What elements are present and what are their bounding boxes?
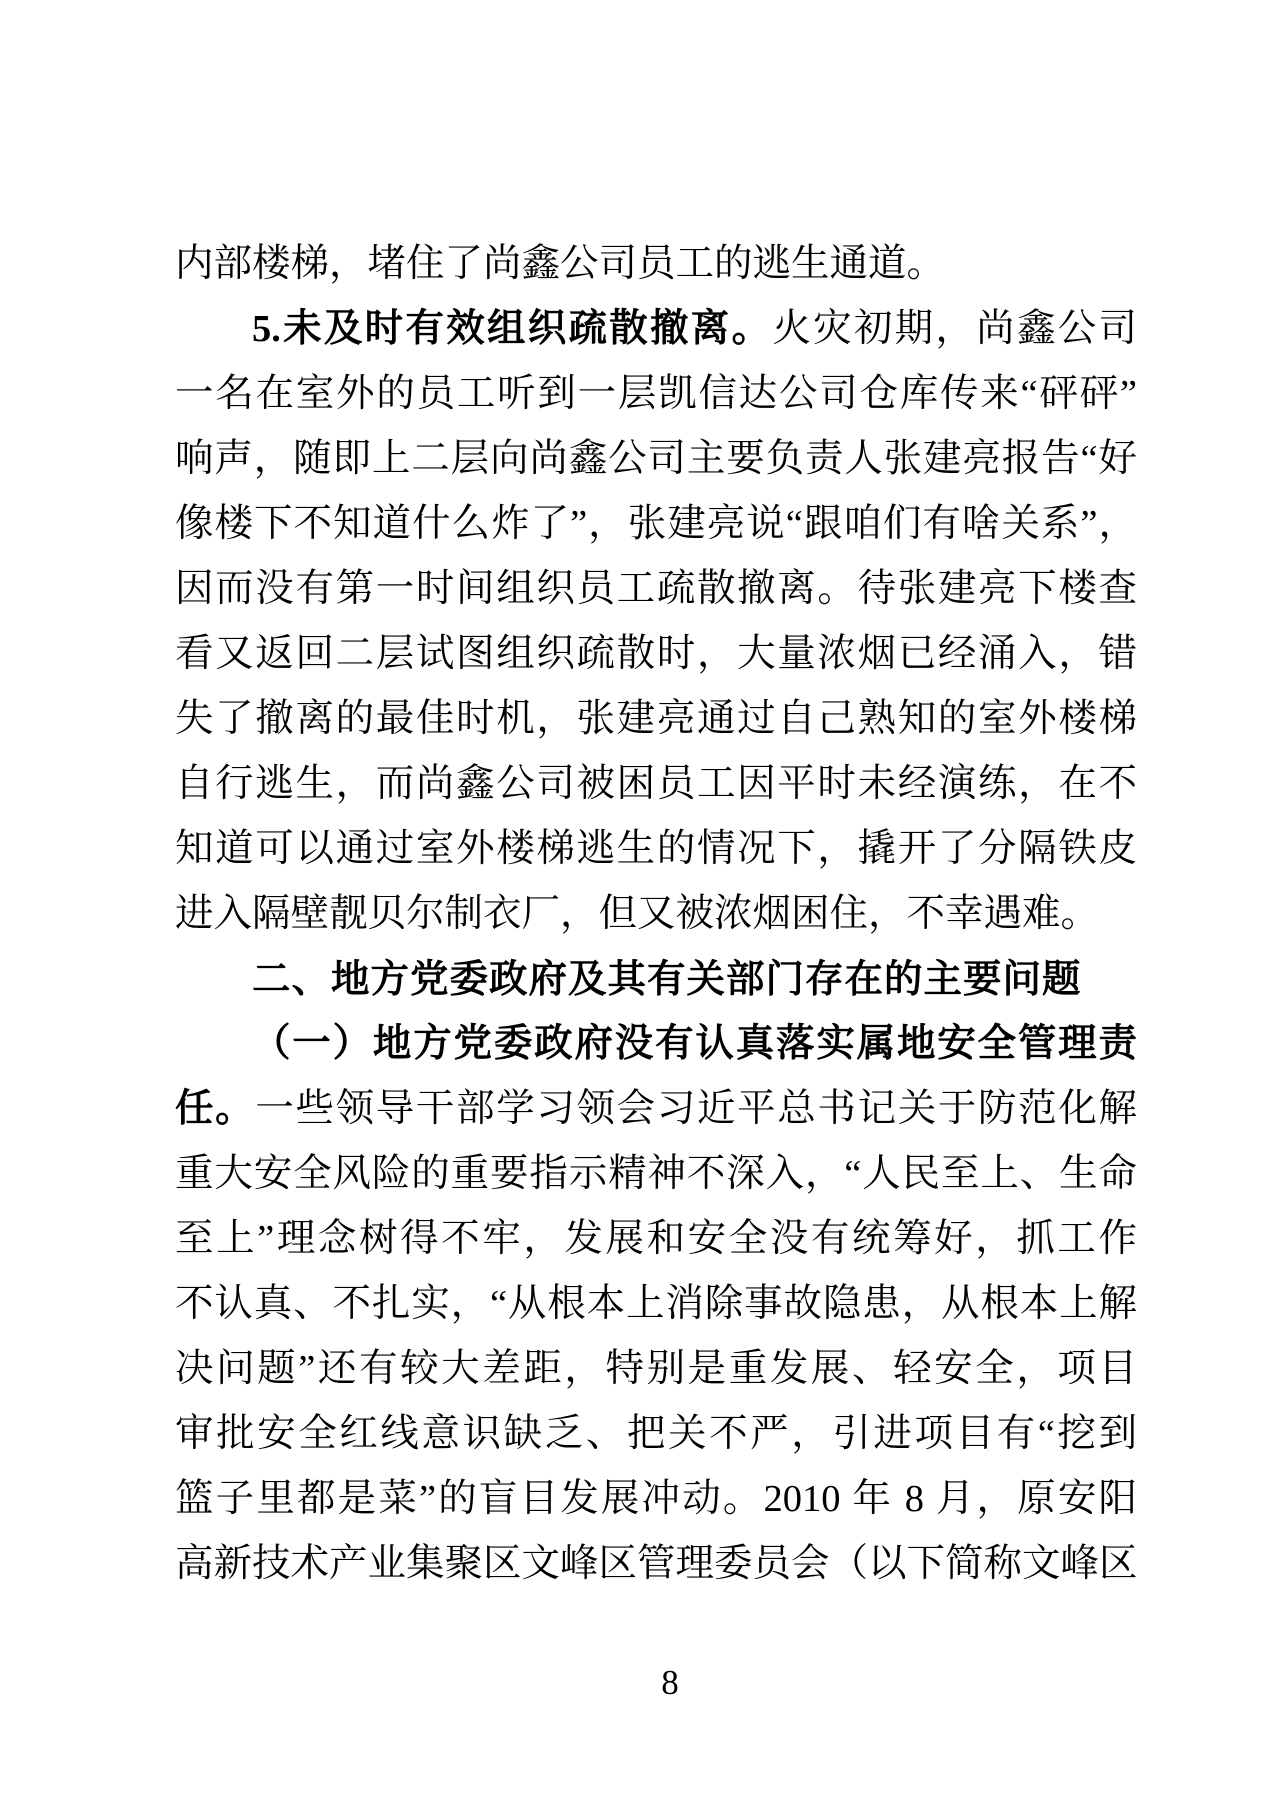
body-text: 响声，随即上二层向尚鑫公司主要负责人张建亮报告“好 [175,438,1137,480]
body-text: 因而没有第一时间组织员工疏散撤离。待张建亮下楼查 [175,568,1137,610]
text-line [175,1337,1137,1402]
body-text: 高新技术产业集聚区文峰区管理委员会 [175,1543,830,1585]
body-text: 不认真、不扎实，“从根本上消除事故隐患，从根本上解 [175,1283,1137,1325]
text-line [175,622,1137,687]
text-line [175,427,1137,492]
text-line [175,1272,1137,1337]
page-number: 8 [661,1663,679,1702]
body-text: 像楼下不知道什么炸了”，张建亮说“跟咱们有啥关系”， [175,503,1137,545]
body-text: 至上”理念树得不牢，发展和安全没有统筹好，抓工作 [175,1218,1137,1260]
body-text: 审批安全红线意识缺乏、把关不严，引进项目有“挖到 [175,1413,1137,1455]
text-line [175,557,1137,622]
text-line [175,1467,1137,1532]
heading-text: 二、地方党委政府及其有关部门存在的主要问题 [252,958,1082,1001]
text-line [175,752,1137,817]
body-text: 失了撤离的最佳时机，张建亮通过自己熟知的室外楼梯 [175,698,1137,740]
body-text: 进入隔壁靓贝尔制衣厂，但又被浓烟困住，不幸遇难。 [175,893,1100,935]
text-block [175,232,1137,1597]
text-line [175,232,1137,297]
body-text: 看又返回二层试图组织疏散时，大量浓烟已经涌入，错 [175,633,1137,675]
body-text: 知道可以通过室外楼梯逃生的情况下，撬开了分隔铁皮 [175,828,1137,870]
text-line [175,882,1137,947]
body-text: 决问题”还有较大差距，特别是重发展、轻安全，项目 [175,1348,1137,1390]
text-line [175,1142,1137,1207]
body-text: 一些领导干部学习领会习近平总书记关于防范化解 [255,1088,1137,1130]
text-line [175,1077,1137,1142]
body-text: 内部楼梯，堵住了尚鑫公司员工的逃生通道。 [175,243,946,285]
text-line [175,297,1137,362]
text-line [175,1402,1137,1467]
text-line [175,817,1137,882]
body-text: 篮子里都是菜”的盲目发展冲动。2010 年 8 月，原安阳 [175,1478,1137,1520]
body-text: 火灾初期，尚鑫公司 [772,308,1137,350]
bold-lead-in: 5.未及时有效组织疏散撤离。 [252,308,773,350]
text-line [175,1532,1137,1597]
bold-lead-in: （一）地方党委政府没有认真落实属地安全管理责 [252,1023,1137,1065]
body-text: 一名在室外的员工听到一层凯信达公司仓库传来“砰砰” [175,373,1137,415]
text-line [175,362,1137,427]
text-line [175,1012,1137,1077]
text-line [175,1207,1137,1272]
body-text: 重大安全风险的重要指示精神不深入，“人民至上、生命 [175,1153,1137,1195]
body-text: 自行逃生，而尚鑫公司被困员工因平时未经演练，在不 [175,763,1137,805]
section-heading [175,947,1137,1012]
text-line [175,687,1137,752]
kai-parenthetical: （以下简称文峰区 [829,1543,1138,1585]
bold-lead-in: 任。 [175,1088,256,1130]
text-line [175,492,1137,557]
